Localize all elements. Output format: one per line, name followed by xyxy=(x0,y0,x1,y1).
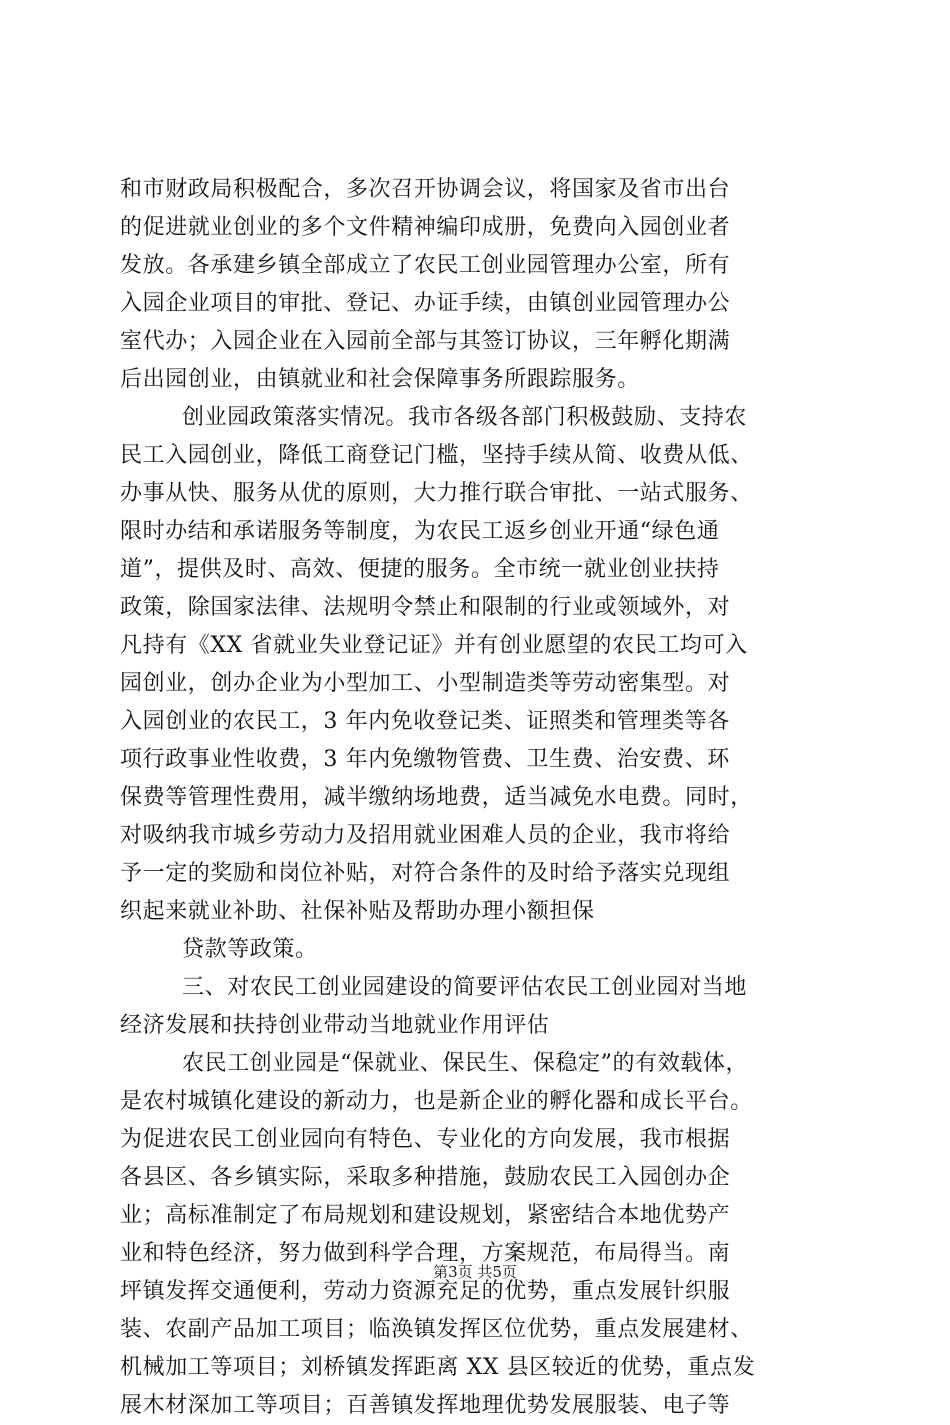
text-line: 对吸纳我市城乡劳动力及招用就业困难人员的企业，我市将给 xyxy=(120,823,731,848)
text-line: 办事从快、服务从优的原则，大力推行联合审批、一站式服务、 xyxy=(120,481,753,506)
text-line: 业和特色经济，努力做到科学合理，方案规范，布局得当。南 xyxy=(120,1241,731,1266)
text-line: 园创业，创办企业为小型加工、小型制造类等劳动密集型。对 xyxy=(120,671,731,696)
text-line: 道”，提供及时、高效、便捷的服务。全市统一就业创业扶持 xyxy=(120,557,720,582)
text-line: 农民工创业园是“保就业、保民生、保稳定”的有效载体， xyxy=(182,1051,749,1076)
text-line: 创业园政策落实情况。我市各级各部门积极鼓励、支持农 xyxy=(182,405,748,430)
text-line: 限时办结和承诺服务等制度，为农民工返乡创业开通“绿色通 xyxy=(120,519,720,544)
text-line: 坪镇发挥交通便利，劳动力资源充足的优势，重点发展针织服 xyxy=(120,1279,731,1304)
text-line: 项行政事业性收费，3 年内免缴物管费、卫生费、治安费、环 xyxy=(120,747,730,772)
text-line: 入园企业项目的审批、登记、办证手续，由镇创业园管理办公 xyxy=(120,291,731,316)
text-line: 后出园创业，由镇就业和社会保障事务所跟踪服务。 xyxy=(120,367,640,392)
text-line: 机械加工等项目；刘桥镇发挥距离 XX 县区较近的优势，重点发 xyxy=(120,1355,756,1380)
text-line: 凡持有《XX 省就业失业登记证》并有创业愿望的农民工均可入 xyxy=(120,633,748,658)
page-footer: 第3页 共5页 xyxy=(433,1263,517,1281)
text-line: 各县区、各乡镇实际，采取多种措施，鼓励农民工入园创办企 xyxy=(120,1165,731,1190)
text-line: 入园创业的农民工，3 年内免收登记类、证照类和管理类等各 xyxy=(120,709,730,734)
text-line: 装、农副产品加工项目；临涣镇发挥区位优势，重点发展建材、 xyxy=(120,1317,753,1342)
text-line: 政策，除国家法律、法规明令禁止和限制的行业或领域外，对 xyxy=(120,595,731,620)
text-line: 发放。各承建乡镇全部成立了农民工创业园管理办公室，所有 xyxy=(120,253,731,278)
text-line: 经济发展和扶持创业带动当地就业作用评估 xyxy=(120,1013,550,1038)
text-line: 予一定的奖励和岗位补贴，对符合条件的及时给予落实兑现组 xyxy=(120,861,731,886)
text-line: 室代办；入园企业在入园前全部与其签订协议，三年孵化期满 xyxy=(120,329,731,354)
text-line: 是农村城镇化建设的新动力，也是新企业的孵化器和成长平台。 xyxy=(120,1089,753,1114)
text-line: 业；高标准制定了布局规划和建设规划，紧密结合本地优势产 xyxy=(120,1203,731,1228)
text-line: 三、对农民工创业园建设的简要评估农民工创业园对当地 xyxy=(182,975,748,1000)
text-line: 保费等管理性费用，减半缴纳场地费，适当减免水电费。同时， xyxy=(120,785,753,810)
text-line: 的促进就业创业的多个文件精神编印成册，免费向入园创业者 xyxy=(120,215,731,240)
text-line: 展木材深加工等项目；百善镇发挥地理优势发展服装、电子等 xyxy=(120,1393,731,1418)
text-line: 为促进农民工创业园向有特色、专业化的方向发展，我市根据 xyxy=(120,1127,731,1152)
text-line: 和市财政局积极配合，多次召开协调会议，将国家及省市出台 xyxy=(120,177,731,202)
document-body xyxy=(120,171,840,1425)
text-line: 民工入园创业，降低工商登记门槛，坚持手续从简、收费从低、 xyxy=(120,443,753,468)
text-line: 贷款等政策。 xyxy=(182,937,318,962)
text-line: 织起来就业补助、社保补贴及帮助办理小额担保 xyxy=(120,899,595,924)
